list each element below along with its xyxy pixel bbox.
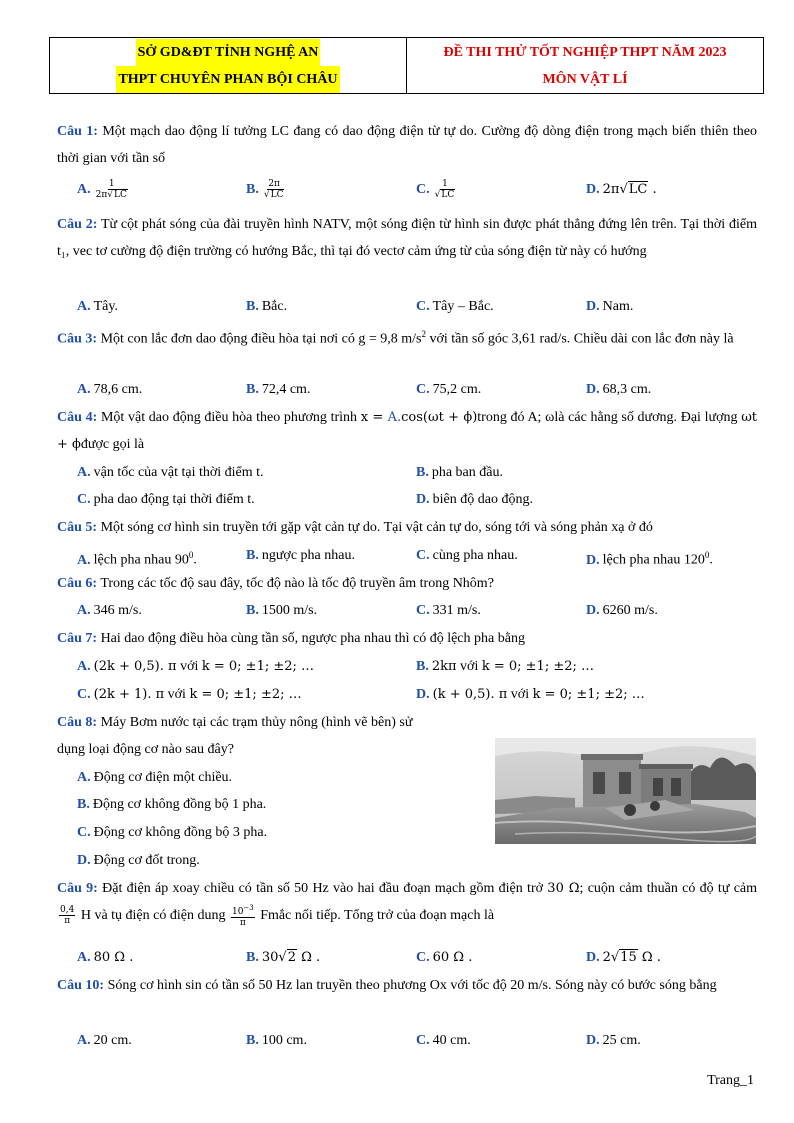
option-d[interactable] (586, 293, 633, 320)
fraction (435, 179, 456, 200)
option-letter: B. (416, 659, 429, 674)
option-text: Động cơ đốt trong. (93, 853, 200, 868)
question-label: Câu 5: (57, 520, 98, 535)
option-text: 346 m/s. (93, 603, 142, 618)
question-text: Một vật dao động điều hòa theo phương trình (100, 410, 358, 425)
inductance-fraction (59, 905, 75, 926)
option-c[interactable] (77, 681, 302, 708)
question-label: Câu 6: (57, 576, 98, 591)
option-text: pha ban đầu. (431, 465, 503, 480)
option-c[interactable] (416, 1027, 471, 1054)
question-text-cont: dụng loại động cơ nào sau đây? (57, 742, 234, 757)
question-label: Câu 3: (57, 331, 98, 347)
option-letter: A. (77, 770, 91, 785)
question-2 (57, 211, 757, 265)
question-5 (57, 514, 757, 541)
expression: (2k + 1). π (93, 687, 165, 702)
connector: với (180, 659, 199, 674)
question-1 (57, 118, 757, 172)
header-school-name: THPT CHUYÊN PHAN BỘI CHÂU (116, 66, 339, 93)
option-b[interactable] (246, 597, 317, 624)
question-7 (57, 625, 757, 652)
denominator: √LC (263, 190, 284, 201)
page-number: Trang_1 (707, 1073, 754, 1088)
numerator: 1 (442, 179, 448, 190)
equation-amplitude: A. (387, 410, 402, 425)
numerator (231, 903, 255, 918)
connector: với (510, 687, 530, 702)
numerator: 0,4 (60, 905, 75, 916)
option-text: 78,6 cm. (93, 382, 143, 397)
fraction (96, 179, 128, 200)
option-letter: D. (586, 1033, 600, 1048)
option-letter: D. (416, 492, 430, 507)
option-text: 331 m/s. (432, 603, 481, 618)
denominator: π (64, 916, 71, 927)
condition: k = 0; ±1; ±2; … (532, 687, 645, 702)
numerator: 2π (268, 179, 280, 190)
option-letter: D. (586, 552, 600, 568)
question-label: Câu 2: (57, 217, 98, 232)
option-text: Động cơ điện một chiều. (93, 770, 233, 785)
question-9 (57, 875, 757, 929)
option-letter: C. (77, 825, 91, 840)
option-text: biên độ dao động. (432, 492, 533, 507)
connector: với (460, 659, 479, 674)
option-letter: A. (77, 950, 91, 965)
option-text: 80 Ω . (93, 950, 134, 965)
option-c[interactable] (416, 176, 457, 203)
option-c[interactable] (416, 293, 494, 320)
option-d[interactable] (586, 1027, 641, 1054)
option-d[interactable]: D. 2π√LC . (586, 182, 657, 197)
header-exam-title: ĐỀ THI THỬ TỐT NGHIỆP THPT NĂM 2023 (443, 44, 727, 60)
radicand: LC (441, 190, 455, 201)
option-letter: A. (77, 465, 91, 480)
option-d[interactable] (586, 597, 658, 624)
option-text: vận tốc của vật tại thời điểm t. (93, 465, 264, 480)
option-text: lệch pha nhau 120 (602, 552, 705, 568)
question-text: Một mạch dao động lí tưởng LC đang có dao động điện từ tự do. Cường độ dòng điện trong mạch biến thiên theo thời gian với tần số (57, 124, 758, 166)
option-letter: C. (416, 603, 430, 618)
radicand: LC (628, 182, 648, 197)
option-text: 68,3 cm. (602, 382, 652, 397)
option-letter: B. (246, 182, 259, 197)
question-text: Đặt điện áp xoay chiều có tần số 50 Hz vào hai đầu đoạn mạch gồm điện trở (102, 881, 544, 896)
radicand: 2 (287, 950, 296, 965)
option-text: Động cơ không đồng bộ 3 pha. (93, 825, 268, 840)
option-text: 6260 m/s. (602, 603, 658, 618)
exponent: −3 (243, 904, 254, 913)
denominator: π (239, 918, 246, 929)
option-d[interactable]: D. 2√15 Ω . (586, 950, 661, 965)
option-a[interactable] (77, 1027, 132, 1054)
pump-station-image (495, 738, 756, 844)
option-letter: B. (246, 1033, 259, 1048)
coefficient: 2 (602, 950, 611, 965)
option-letter: A. (77, 603, 91, 618)
option-d[interactable]: D. lệch pha nhau $120^0$. (586, 550, 713, 568)
header-department: SỞ GD&ĐT TỈNH NGHỆ AN (136, 39, 321, 66)
option-text: Động cơ không đồng bộ 1 pha. (92, 797, 267, 812)
option-letter: C. (416, 548, 430, 563)
question-text: Máy Bơm nước tại các trạm thủy nông (hình vẽ bên) sử (100, 715, 413, 730)
equation-x: x = (360, 410, 388, 425)
option-text: 25 cm. (602, 1033, 641, 1048)
option-letter: D. (586, 603, 600, 618)
option-text: lệch pha nhau 90 (93, 552, 189, 568)
option-text: 100 cm. (261, 1033, 307, 1048)
option-letter: D. (586, 950, 600, 965)
header-exam (407, 38, 763, 93)
numerator: 1 (108, 179, 115, 190)
option-b[interactable] (246, 376, 310, 403)
option-letter: C. (77, 687, 91, 702)
option-b[interactable] (416, 459, 503, 486)
radicand: 15 (620, 950, 637, 965)
option-c[interactable] (77, 486, 255, 513)
option-d[interactable] (416, 681, 645, 708)
option-letter: A. (77, 1033, 91, 1048)
numerator-base: 10 (231, 907, 244, 918)
radicand: LC (114, 190, 127, 201)
coefficient: 30 (261, 950, 279, 965)
option-letter: D. (586, 382, 600, 397)
option-text: Tây. (93, 299, 118, 314)
option-b[interactable] (416, 653, 594, 680)
option-letter: D. (586, 182, 600, 197)
option-text: 60 Ω . (432, 950, 473, 965)
option-letter: D. (416, 687, 430, 702)
option-c[interactable] (416, 376, 481, 403)
question-text: Một con lắc đơn dao động điều hòa tại nơi có g = 9,8 m/s (100, 331, 422, 347)
option-letter: C. (416, 299, 430, 314)
option-text: 40 cm. (432, 1033, 471, 1048)
option-d[interactable] (416, 486, 533, 513)
header-subject: MÔN VẬT LÍ (542, 71, 628, 87)
equation-phase: ωt + ϕ (57, 410, 758, 452)
question-label: Câu 9: (57, 881, 98, 896)
question-text: Một sóng cơ hình sin truyền tới gặp vật cản tự do. Tại vật cản tự do, sóng tới và sóng phản xạ ở đó (100, 520, 653, 535)
question-text-cont: với tần số góc 3,61 rad/s. Chiều dài con lắc đơn này là (426, 331, 734, 347)
question-8 (57, 709, 497, 736)
condition: k = 0; ±1; ±2; … (189, 687, 302, 702)
question-text-cont: trong đó A; ωlà các hằng số dương. Đại lượng (477, 410, 738, 425)
question-text: Từ cột phát sóng của đài truyền hình NATV, một sóng điện từ hình sin được phát thẳng đứng lên trên. Tại thời điểm t₁, vec tơ cường độ điện trường có hướng Bắc, thì tại đó vectơ cảm ứng từ của sóng điện từ này có hướng (57, 217, 757, 259)
option-c[interactable] (416, 597, 481, 624)
option-text: ngược pha nhau. (261, 548, 355, 563)
denominator: 2π√LC (95, 190, 127, 201)
denominator: √LC (434, 190, 455, 201)
radicand: LC (270, 190, 284, 201)
superscript: 0 (188, 550, 194, 560)
option-b[interactable] (246, 1027, 307, 1054)
option-text: Tây – Bắc. (432, 299, 494, 314)
resistance-value: 30 Ω (547, 881, 580, 896)
option-letter: A. (77, 299, 91, 314)
option-letter: A. (77, 659, 91, 674)
option-a[interactable] (77, 376, 142, 403)
question-8-line2 (57, 736, 497, 763)
option-text: Bắc. (261, 299, 288, 314)
option-a[interactable] (77, 293, 118, 320)
option-b[interactable] (246, 293, 287, 320)
option-a[interactable] (77, 764, 232, 791)
option-a[interactable]: A. lệch pha nhau $90^0$. (77, 550, 197, 568)
option-text: 72,4 cm. (261, 382, 311, 397)
superscript: 0 (704, 550, 710, 560)
pump-station-photo (495, 738, 756, 844)
math-suffix: . (648, 182, 657, 197)
math-prefix: 2π (602, 182, 620, 197)
option-c[interactable] (416, 542, 518, 569)
expression: 2kπ (431, 659, 457, 674)
question-4 (57, 404, 757, 458)
den-prefix: 2π (95, 190, 108, 201)
option-b[interactable] (246, 542, 355, 569)
option-letter: A. (77, 552, 91, 568)
option-letter: C. (416, 950, 430, 965)
option-text: cùng pha nhau. (432, 548, 518, 563)
option-c[interactable] (77, 819, 267, 846)
option-text: Nam. (602, 299, 634, 314)
option-a[interactable] (77, 653, 314, 680)
superscript: 2 (421, 329, 426, 339)
option-letter: B. (246, 548, 259, 563)
option-letter: B. (77, 797, 90, 812)
equation-cos: cos(ωt + ϕ) (401, 410, 478, 425)
option-text: 1500 m/s. (261, 603, 318, 618)
option-c[interactable] (416, 944, 472, 971)
option-letter: A. (77, 382, 91, 397)
question-label: Câu 8: (57, 715, 98, 730)
question-text-end: được gọi là (80, 437, 145, 452)
option-d[interactable] (77, 847, 200, 874)
question-label: Câu 10: (57, 978, 105, 993)
capacitance-fraction (231, 903, 255, 928)
unit: Ω . (296, 950, 321, 965)
option-letter: C. (416, 1033, 430, 1048)
question-text-cont2: H và tụ điện có điện dung (80, 908, 226, 923)
question-text-end: Fmắc nối tiếp. Tổng trở của đoạn mạch là (260, 908, 495, 923)
option-text: pha dao động tại thời điểm t. (93, 492, 255, 507)
option-a[interactable] (77, 944, 133, 971)
question-label: Câu 4: (57, 410, 98, 425)
option-a[interactable] (77, 176, 130, 203)
question-3 (57, 321, 757, 353)
option-letter: B. (246, 603, 259, 618)
option-text: 20 cm. (93, 1033, 132, 1048)
option-letter: B. (416, 465, 429, 480)
option-letter: D. (77, 853, 91, 868)
question-text-cont: ; cuộn cảm thuần có độ tự cảm (579, 881, 758, 896)
option-b[interactable] (77, 791, 266, 818)
fraction (264, 179, 285, 200)
question-10 (57, 972, 757, 999)
option-letter: A. (77, 182, 91, 197)
expression: (2k + 0,5). π (93, 659, 177, 674)
unit: Ω . (637, 950, 661, 965)
option-b[interactable]: B. 30√2 Ω . (246, 950, 321, 965)
option-b[interactable] (246, 176, 286, 203)
option-letter: C. (416, 182, 430, 197)
option-letter: B. (246, 382, 259, 397)
option-letter: C. (416, 382, 430, 397)
connector: với (167, 687, 186, 702)
option-letter: C. (77, 492, 91, 507)
expression: (k + 0,5). π (432, 687, 508, 702)
condition: k = 0; ±1; ±2; … (201, 659, 315, 674)
option-letter: B. (246, 950, 259, 965)
option-text: 75,2 cm. (432, 382, 482, 397)
question-text: Hai dao động điều hòa cùng tần số, ngược pha nhau thì có độ lệch pha bằng (100, 631, 525, 646)
question-label: Câu 1: (57, 124, 98, 139)
option-a[interactable] (77, 459, 264, 486)
header-table (49, 37, 764, 94)
question-text: Trong các tốc độ sau đây, tốc độ nào là tốc độ truyền âm trong Nhôm? (100, 576, 494, 591)
option-letter: B. (246, 299, 259, 314)
condition: k = 0; ±1; ±2; … (481, 659, 595, 674)
question-6 (57, 570, 757, 597)
header-school (50, 38, 407, 93)
option-a[interactable] (77, 597, 142, 624)
option-d[interactable] (586, 376, 651, 403)
question-text: Sóng cơ hình sin có tần số 50 Hz lan truyền theo phương Ox với tốc độ 20 m/s. Sóng này có bước sóng bằng (107, 978, 717, 993)
option-letter: D. (586, 299, 600, 314)
question-label: Câu 7: (57, 631, 98, 646)
